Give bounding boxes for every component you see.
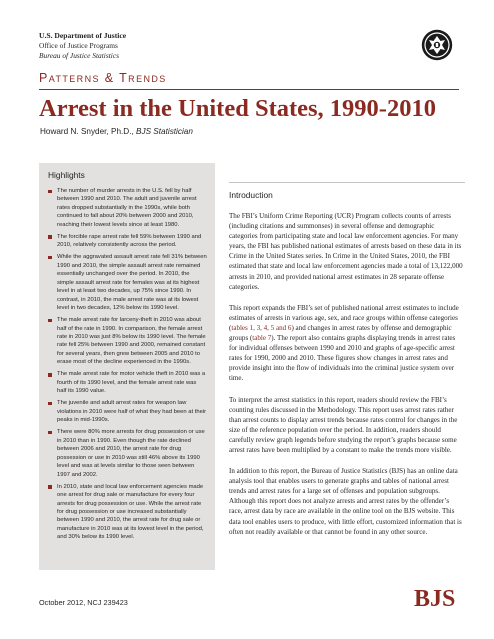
highlight-text: The juvenile and adult arrest rates for weapon law violations in 2010 were half of what they had been at their peaks in mid-1990s. [57, 400, 207, 424]
author-byline [40, 127, 193, 136]
square-bullet-icon [48, 190, 52, 194]
highlight-text: There were 80% more arrests for drug possession or use in 2010 than in 1990. Even though the rate declined between 2006 and 2010, the arrest rate for drug possession or use in 2010 was still 46% above its 1990 level and was at levels similar to those seen between 1997 and 2002. [57, 429, 205, 478]
doj-seal-icon [421, 29, 453, 61]
agency-line-department: U.S. Department of Justice [39, 31, 127, 40]
square-bullet-icon [48, 373, 52, 377]
highlight-text: The male arrest rate for motor vehicle theft in 2010 was a fourth of its 1990 level, and the female arrest rate was half its 1990 value. [57, 371, 206, 395]
highlight-text: The male arrest rate for larceny-theft in 2010 was about half of the rate in 1990. In comparison, the female arrest rate in 2010 was just 8% below its 1990 level. The female rate fell 25% between 1990 and 2000, remained constant for several years, then grew between 2005 and 2010 to erase most of the decline experienced in the 1990s. [57, 317, 206, 366]
highlights-list [39, 182, 215, 542]
square-bullet-icon [48, 235, 52, 239]
highlight-text: While the aggravated assault arrest rate fell 31% between 1990 and 2010, the simple assault arrest rate remained essentially unchanged over the period. In 2010, the simple assault arrest rate for females was at its highest level in at least two decades, up 75% since 1990. In contrast, in 2010, the male arrest rate was at its lowest level in two decades, 12% below its 1990 level. [57, 254, 207, 312]
square-bullet-icon [48, 431, 52, 435]
highlight-item [48, 233, 207, 250]
intro-paragraph-2 [229, 303, 463, 384]
series-banner [39, 69, 459, 90]
agency-header [39, 31, 339, 61]
square-bullet-icon [48, 485, 52, 489]
highlight-item [48, 316, 207, 367]
introduction-body [229, 211, 463, 548]
highlights-box [39, 163, 215, 570]
intro-paragraph-3: To interpret the arrest statistics in this report, readers should review the FBI’s counting rules discussed in the Methodology. This report uses arrest rates rather than arrest counts to display arrest trends because rates control for changes in the size of the reference population over the period. In addition, readers should carefully review graph legends before studying the report’s graphs because some arrest rates have been multiplied by a constant to make the trends more visible. [229, 395, 458, 454]
highlight-item [48, 483, 207, 542]
report-title: Arrest in the United States, 1990-2010 [39, 95, 436, 122]
intro-p2-text-b: ) and changes in arrest rates by offense and demographic groups ( [229, 323, 452, 343]
intro-paragraph-4: In addition to this report, the Bureau of Justice Statistics (BJS) has an online data analysis tool that enables users to generate graphs and tables of national arrest trends and arrest rates for a large set of offenses and population subgroups. Although this report does not analyze arrests and arrest rates by the offender’s race, arrest data by race are available in the online tool on the BJS website. This data tool enables users to produce, with little effort, customized information that is often not readily available or that cannot be found in any other source. [229, 467, 462, 536]
agency-line-bureau: Bureau of Justice Statistics [39, 51, 119, 60]
intro-paragraph-1: The FBI’s Uniform Crime Reporting (UCR) Program collects counts of arrests (including citations and summonses) in several offense and demographic categories from participating state and local law enforcement agencies. For many years, the FBI has published national estimates of arrests based on these data in its Crime in the United States series. In Crime in the United States, 2010, the FBI estimated that state and local law enforcement agencies made a total of 13,122,000 arrests in 2010, and provided national arrest estimates in 28 separate offense categories. [229, 212, 463, 291]
introduction-heading: Introduction [229, 190, 273, 200]
introduction-rule [229, 182, 465, 183]
author-role: BJS Statistician [136, 127, 193, 136]
highlight-item [48, 187, 207, 229]
highlights-heading: Highlights [48, 170, 85, 180]
author-name: Howard N. Snyder, Ph.D., [40, 127, 137, 136]
highlight-text: The number of murder arrests in the U.S. fell by half between 1990 and 2010. The adult and juvenile arrest rates dropped substantially in the 1990s, while both continued to fall about 20% between 2000 and 2010, reaching their lowest levels since at least 1980. [57, 188, 197, 228]
square-bullet-icon [48, 256, 52, 260]
highlight-item [48, 253, 207, 312]
table-7-link[interactable]: table 7 [252, 334, 272, 343]
bjs-logo: BJS [414, 586, 456, 612]
highlight-text: The forcible rape arrest rate fell 59% between 1990 and 2010, relatively consistently across the period. [57, 233, 202, 249]
footer-date-ncj: October 2012, NCJ 239423 [39, 598, 128, 607]
series-title: Patterns & Trends [39, 71, 167, 85]
highlight-item [48, 370, 207, 395]
highlight-item [48, 428, 207, 479]
intro-p2-text-c: ). The report also contains graphs displaying trends in arrest rates for individual offenses between 1990 and 2010 and graphs of age-specific arrest rates for 1990, 2000 and 2010. These figures show changes in arrest rates and provide insight into the flow of individuals into the criminal justice system over time. [229, 334, 456, 383]
highlight-item [48, 399, 207, 424]
intro-p2-text-a: This report expands the FBI’s set of published national arrest estimates to include estimates of arrests in various age, sex, and race groups within offense categories ( [229, 303, 459, 332]
square-bullet-icon [48, 402, 52, 406]
highlight-text: In 2010, state and local law enforcement agencies made one arrest for drug sale or manufacture for every four arrests for drug possession or use. While the arrest rate for drug possession or use increased substantially between 1990 and 2010, the arrest rate for drug sale or manufacture in 2010 was at its lowest level in the period, and 30% below its 1990 level. [57, 483, 204, 541]
tables-link[interactable]: tables 1, 3, 4, 5 and 6 [231, 323, 292, 332]
square-bullet-icon [48, 319, 52, 323]
agency-line-office: Office of Justice Programs [39, 41, 118, 50]
